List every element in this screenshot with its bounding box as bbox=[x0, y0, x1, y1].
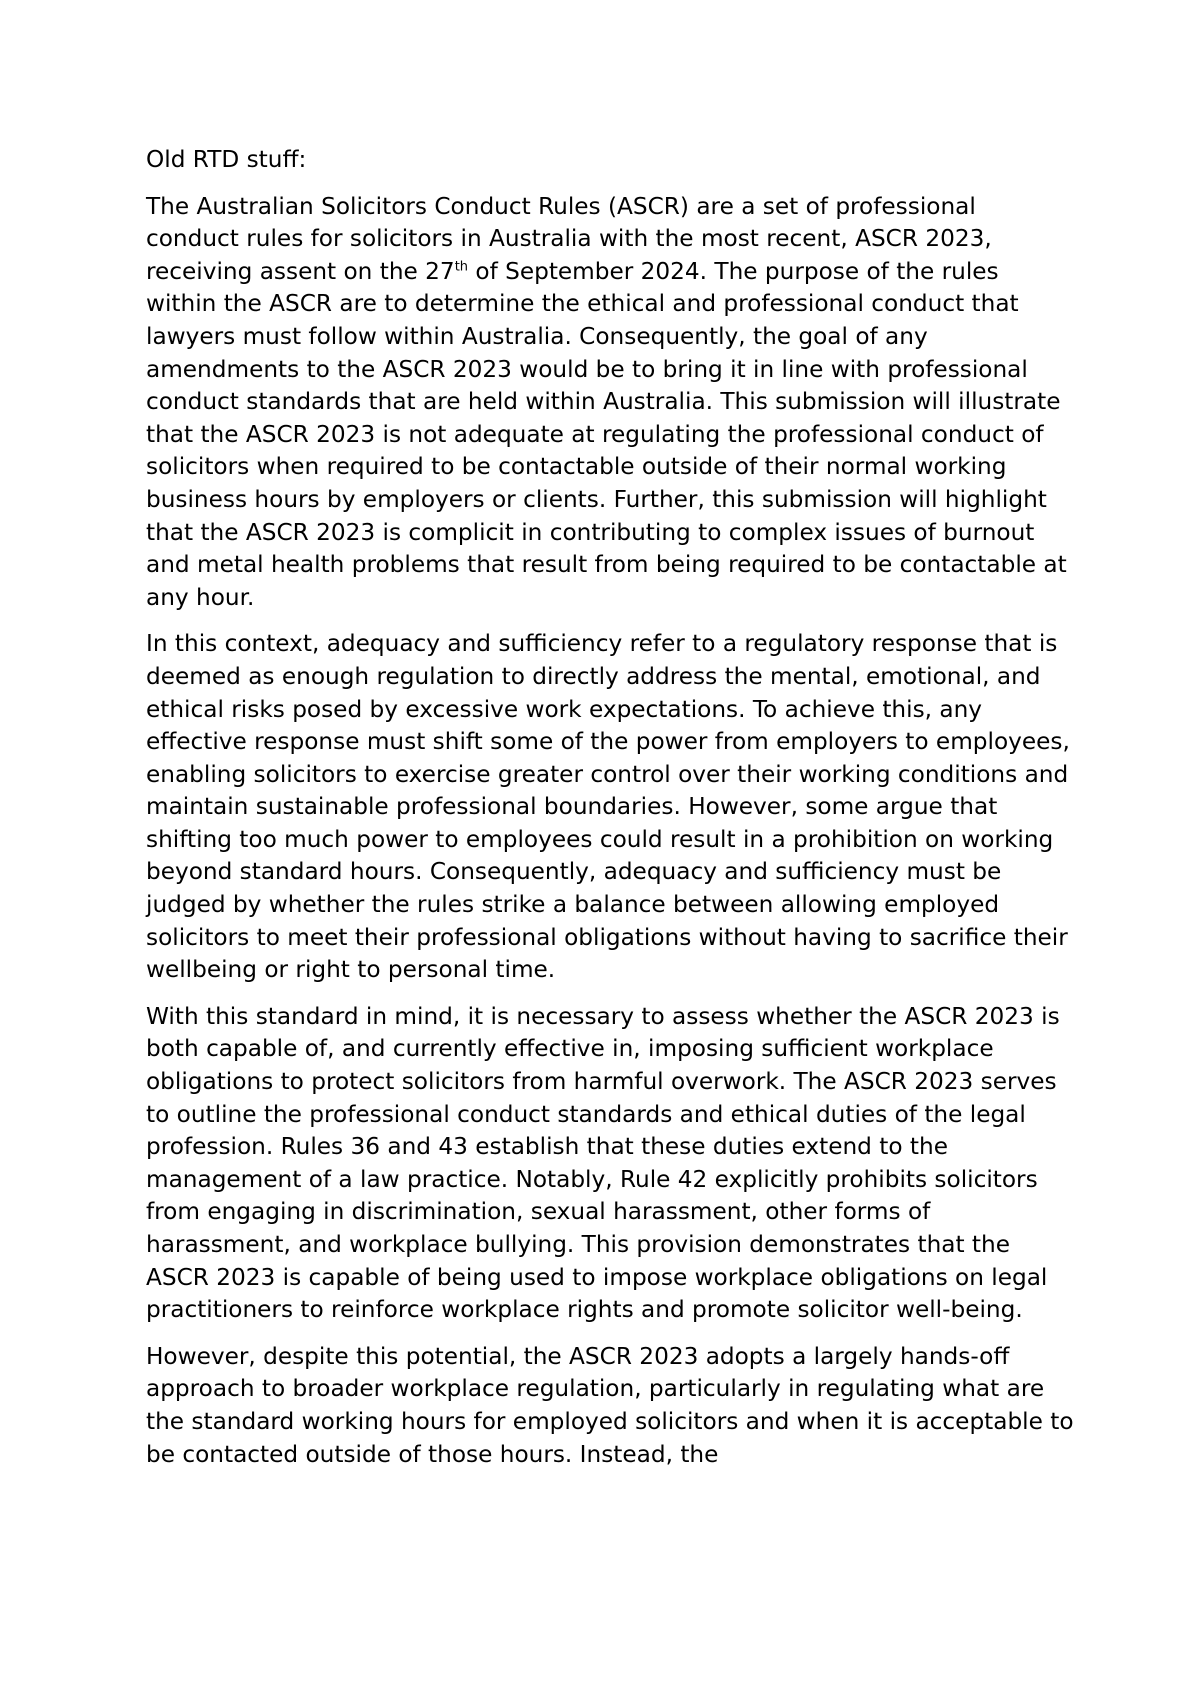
document-heading: Old RTD stuff: bbox=[146, 146, 307, 173]
paragraph-4: However, despite this potential, the ASCR 2023 adopts a largely hands-off approach to broader workplace regulation, particularly in regulating what are the standard working hours for employed solicitors and when it is acceptable to be contacted outside of those hours. Instead, the bbox=[146, 1342, 1074, 1468]
paragraph-1-text-end: of September 2024. The purpose of the rules within the ASCR are to determine the ethical and professional conduct that lawyers must follow within Australia. Consequently, the goal of any amendments to the ASCR 2023 would be to bring it in line with professional conduct standards that are held within Australia. This submission will illustrate that the ASCR 2023 is not adequate at regulating the professional conduct of solicitors when required to be contactable outside of their normal working business hours by employers or clients. Further, this submission will highlight that the ASCR 2023 is complicit in contributing to complex issues of burnout and metal health problems that result from being required to be contactable at any hour. bbox=[146, 257, 1067, 611]
paragraph-3: With this standard in mind, it is necessary to assess whether the ASCR 2023 is both capable of, and currently effective in, imposing sufficient workplace obligations to protect solicitors from harmful overwork. The ASCR 2023 serves to outline the professional conduct standards and ethical duties of the legal profession. Rules 36 and 43 establish that these duties extend to the management of a law practice. Notably, Rule 42 explicitly prohibits solicitors from engaging in discrimination, sexual harassment, other forms of harassment, and workplace bullying. This provision demonstrates that the ASCR 2023 is capable of being used to impose workplace obligations on legal practitioners to reinforce workplace rights and promote solicitor well-being. bbox=[146, 1002, 1060, 1324]
document-body bbox=[146, 144, 1076, 1485]
paragraph-1-text-start: The Australian Solicitors Conduct Rules (ASCR) are a set of professional conduct rules for solicitors in Australia with the most recent, ASCR 2023, receiving assent on the 27 bbox=[146, 192, 992, 285]
paragraph-1 bbox=[146, 191, 1076, 615]
ordinal-superscript: th bbox=[454, 259, 469, 275]
paragraph-2: In this context, adequacy and sufficiency refer to a regulatory response that is deemed as enough regulation to directly address the mental, emotional, and ethical risks posed by excessive work expectations. To achieve this, any effective response must shift some of the power from employers to employees, enabling solicitors to exercise greater control over their working conditions and maintain sustainable professional boundaries. However, some argue that shifting too much power to employees could result in a prohibition on working beyond standard hours. Consequently, adequacy and sufficiency must be judged by whether the rules strike a balance between allowing employed solicitors to meet their professional obligations without having to sacrifice their wellbeing or right to personal time. bbox=[146, 630, 1070, 984]
